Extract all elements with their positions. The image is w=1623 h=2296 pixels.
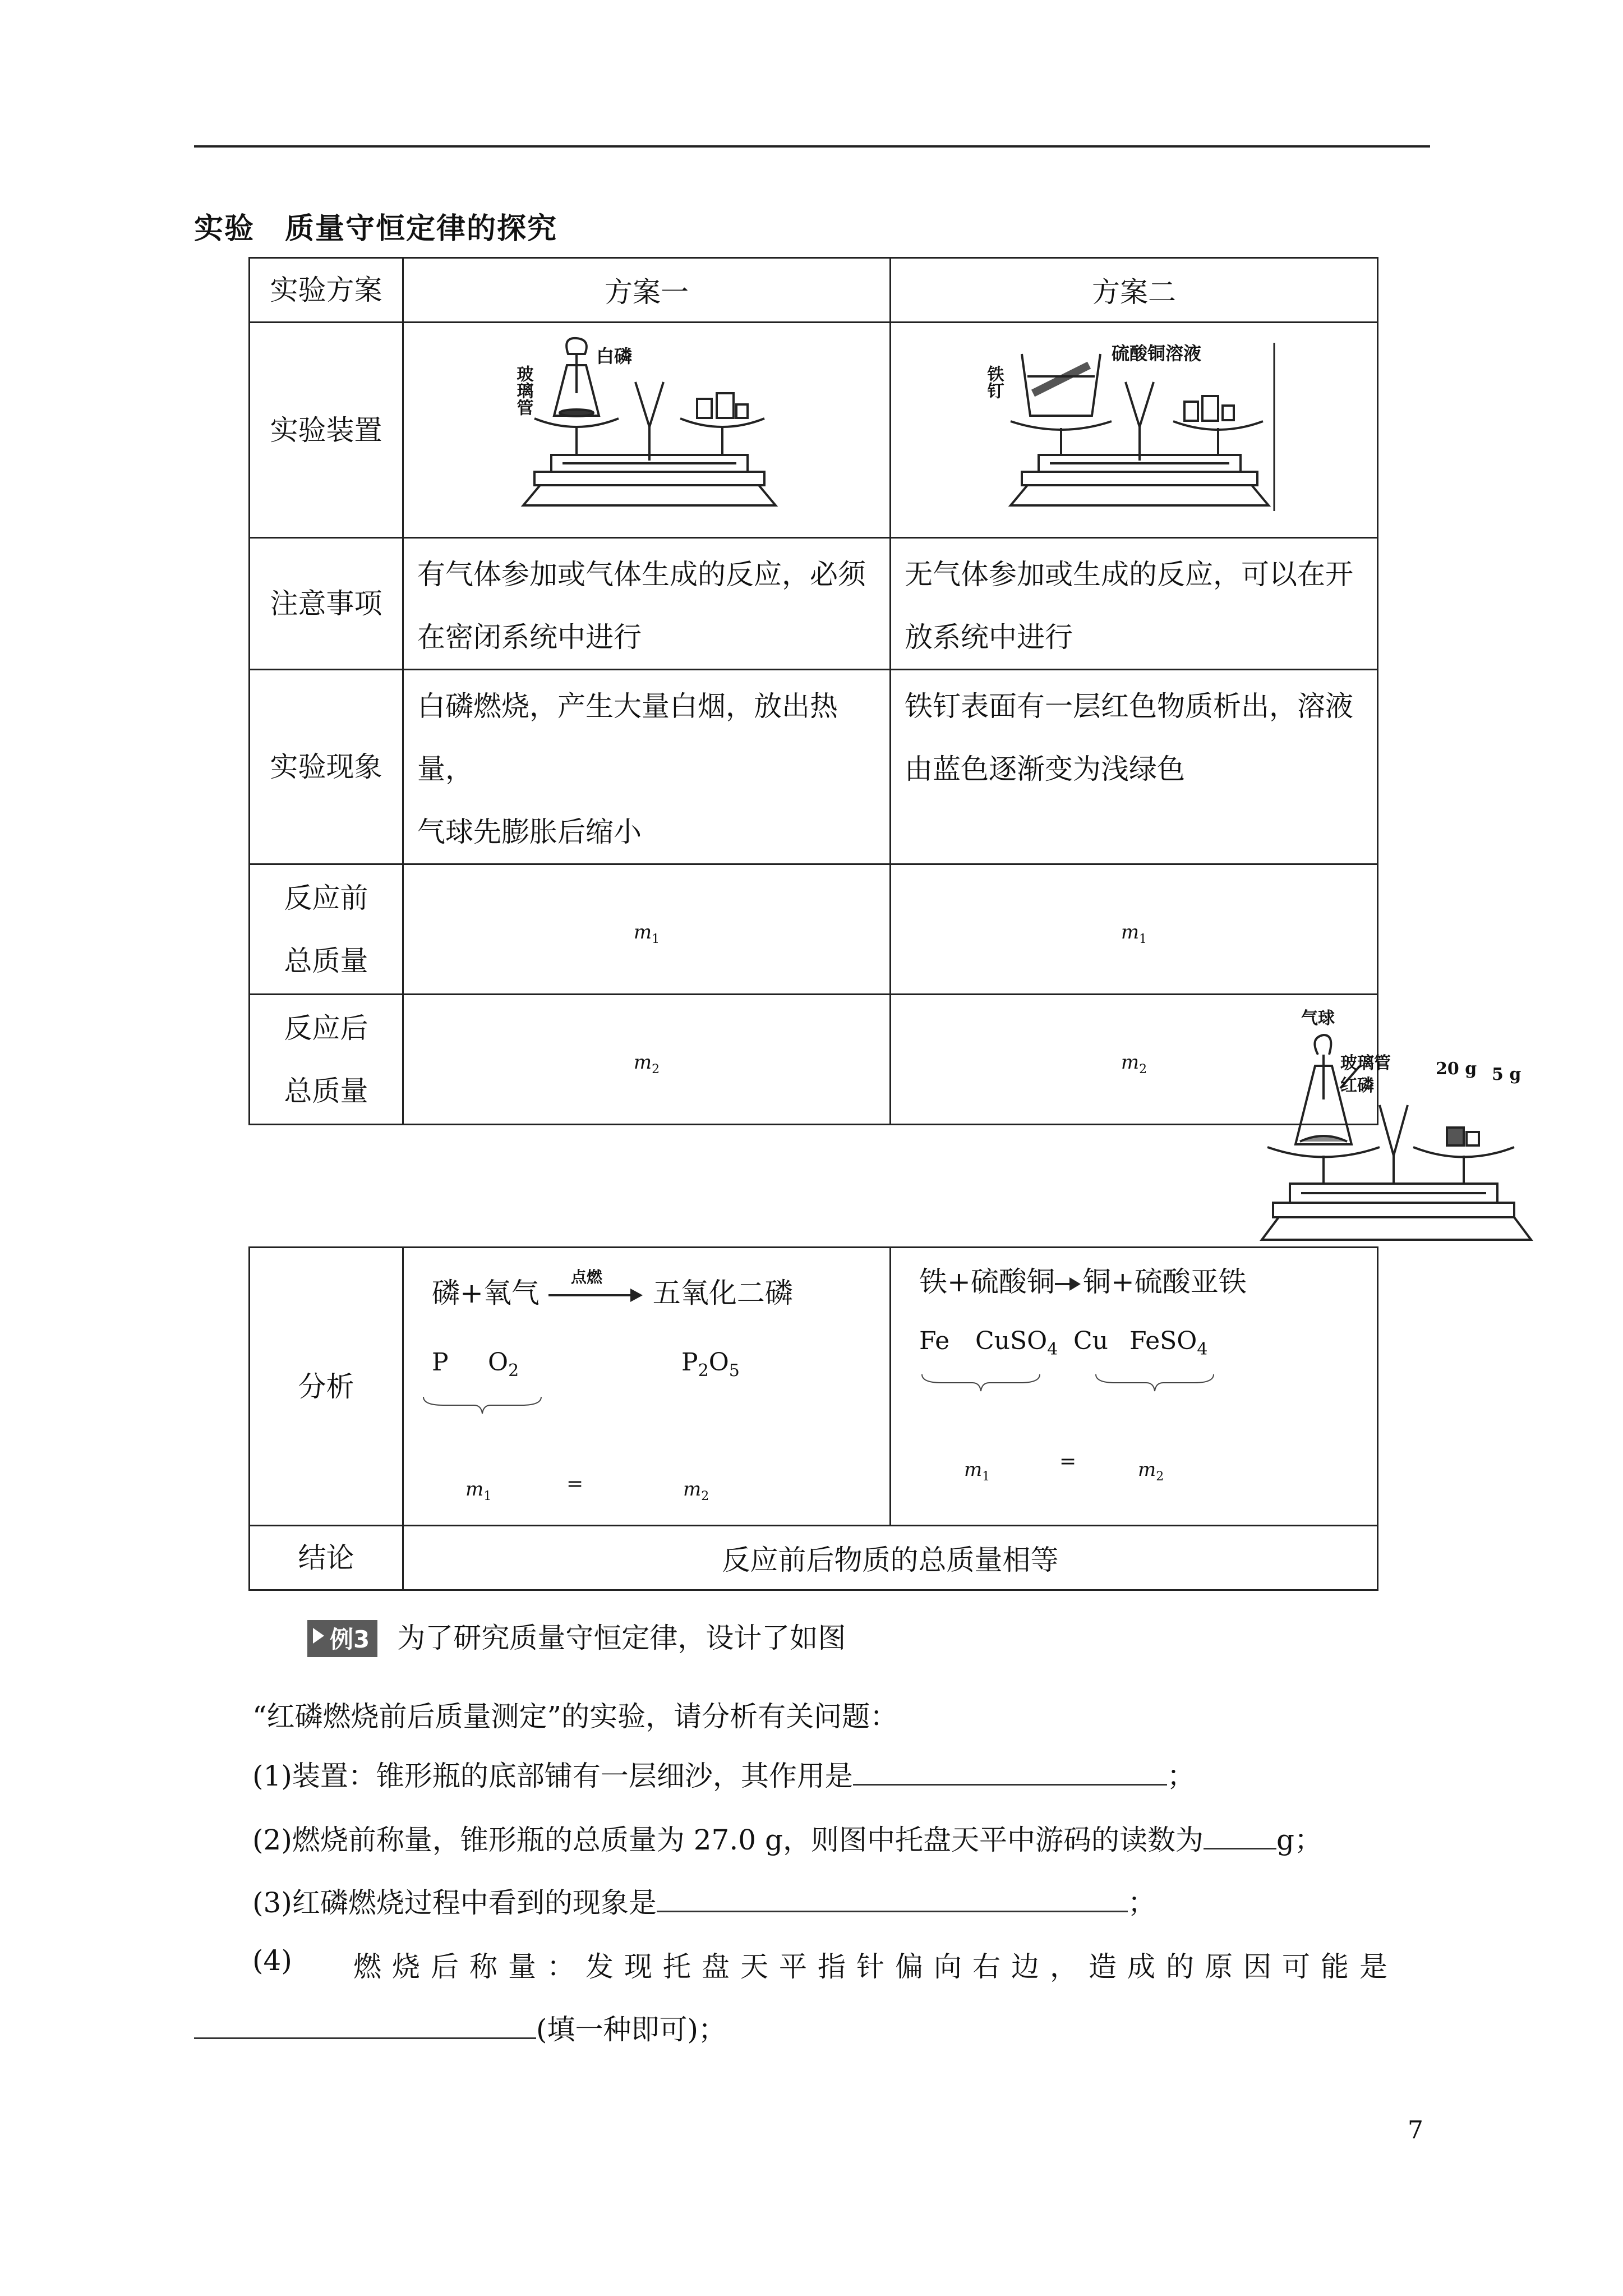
question-4-continued <box>194 2007 726 2047</box>
header-rule <box>194 145 1430 148</box>
question-2 <box>252 1818 1322 1858</box>
question-3-text: (3)红磷燃烧过程中看到的现象是 <box>252 1887 657 1919</box>
m-subscript: 2 <box>1156 1469 1164 1484</box>
formula-text: P <box>681 1348 698 1377</box>
before-label-line1: 反应前 <box>284 881 368 914</box>
product: 五氧化二磷 <box>652 1277 793 1309</box>
notes-plan1-line1: 有气体参加或气体生成的反应，必须 <box>417 558 866 591</box>
m-subscript: 2 <box>652 1062 660 1076</box>
mass-m2 <box>1138 1458 1164 1484</box>
label-weight-20g: 20 g <box>1436 1059 1477 1079</box>
table-row <box>250 1526 1378 1590</box>
reaction-condition: 点燃 <box>570 1268 602 1286</box>
question-4-text: 燃烧后称量：发现托盘天平指针偏向右边，造成的原因可能是 <box>353 1950 1398 1983</box>
apparatus-plan2-cell <box>891 323 1378 538</box>
conclusion-text: 反应前后物质的总质量相等 <box>403 1526 1378 1590</box>
formula-text: FeSO <box>1129 1327 1197 1355</box>
apparatus-plan1-cell <box>403 323 891 538</box>
table-row <box>250 864 1378 995</box>
table-row <box>250 670 1378 864</box>
subscript: 4 <box>1047 1339 1058 1359</box>
m-subscript: 2 <box>1139 1062 1147 1076</box>
arrow-icon <box>1055 1276 1083 1292</box>
section-heading: 实验 质量守恒定律的探究 <box>194 211 558 246</box>
formula-p <box>432 1348 449 1377</box>
question-3 <box>252 1880 1156 1921</box>
m-symbol: m <box>633 1051 652 1074</box>
label-iron-nail: 铁钉 <box>984 365 1004 399</box>
answer-blank-4[interactable] <box>194 2013 536 2039</box>
equals-sign: = <box>1059 1450 1077 1473</box>
label-balloon: 气球 <box>1301 1009 1335 1028</box>
formula-fe: Fe <box>919 1327 950 1355</box>
formula-o2-text: O <box>488 1348 509 1377</box>
question-1-text: (1)装置：锥形瓶的底部铺有一层细沙，其作用是 <box>252 1760 853 1792</box>
m-symbol: m <box>1121 921 1140 944</box>
label-white-phosphorus: 白磷 <box>596 345 633 367</box>
question-2-end: g； <box>1276 1824 1322 1856</box>
page-number: 7 <box>1408 2116 1423 2145</box>
formula-text: O <box>708 1348 729 1377</box>
example-intro-line <box>307 1616 846 1657</box>
subscript: 5 <box>728 1360 740 1381</box>
formula-p-text: P <box>432 1348 449 1377</box>
m-symbol: m <box>1121 1051 1140 1074</box>
example-tag-label: 例3 <box>330 1626 370 1653</box>
reactants: 铁+硫酸铜 <box>919 1266 1055 1298</box>
before-mass-plan2 <box>891 864 1378 995</box>
question-1-end: ； <box>1166 1760 1195 1792</box>
phenomena-plan2 <box>891 670 1378 864</box>
label-weight-5g: 5 g <box>1492 1065 1521 1084</box>
m-subscript: 1 <box>1139 932 1147 946</box>
answer-blank-3[interactable] <box>657 1886 1128 1912</box>
phenomena-plan2-line1: 铁钉表面有一层红色物质析出，溶液 <box>905 690 1353 723</box>
after-mass-plan1 <box>403 995 891 1125</box>
label-copper-sulfate: 硫酸铜溶液 <box>1112 342 1202 364</box>
phenomena-plan1 <box>403 670 891 864</box>
header-plan1: 方案一 <box>403 258 891 323</box>
analysis-plan1 <box>403 1248 891 1526</box>
mass-m1 <box>964 1458 990 1484</box>
header-plan2: 方案二 <box>891 258 1378 323</box>
example-intro1: 为了研究质量守恒定律，设计了如图 <box>397 1622 846 1654</box>
formula-cuso4 <box>975 1327 1058 1359</box>
brace-icon <box>421 1394 544 1416</box>
table-row <box>250 538 1378 670</box>
table-row <box>250 1248 1378 1526</box>
after-mass-label <box>250 995 403 1125</box>
before-label-line2: 总质量 <box>284 944 368 977</box>
m-symbol: m <box>465 1478 484 1501</box>
experiment-table <box>248 257 1378 1125</box>
balance-iron-nail-figure <box>983 332 1285 522</box>
question-3-end: ； <box>1127 1887 1156 1919</box>
question-1 <box>252 1754 1195 1794</box>
notes-label: 注意事项 <box>250 538 403 670</box>
formula-feso4 <box>1129 1327 1207 1359</box>
question-2-text: (2)燃烧前称量，锥形瓶的总质量为 27.0 g，则图中托盘天平中游码的读数为 <box>252 1824 1204 1856</box>
brace-icon <box>1093 1372 1216 1394</box>
subscript: 2 <box>508 1360 519 1381</box>
mass-m2 <box>683 1478 709 1503</box>
reactants: 磷+氧气 <box>432 1277 540 1309</box>
conclusion-label: 结论 <box>250 1526 403 1590</box>
subscript: 2 <box>698 1360 709 1381</box>
question-4-end: (填一种即可)； <box>536 2013 727 2046</box>
balance-red-phosphorus-figure <box>1256 1004 1537 1257</box>
phenomena-plan1-line2: 气球先膨胀后缩小 <box>417 816 642 848</box>
triangle-icon <box>313 1628 324 1644</box>
notes-plan2-line1: 无气体参加或生成的反应，可以在开 <box>905 558 1353 591</box>
m-subscript: 2 <box>701 1489 709 1503</box>
analysis-plan2 <box>891 1248 1378 1526</box>
label-glass-tube: 玻璃管 <box>1340 1053 1391 1073</box>
notes-plan1-line2: 在密闭系统中进行 <box>417 621 642 654</box>
notes-plan1 <box>403 538 891 670</box>
before-mass-label <box>250 864 403 995</box>
example-intro2: “红磷燃烧前后质量测定”的实验，请分析有关问题： <box>252 1700 898 1733</box>
label-red-phosphorus: 红磷 <box>1340 1076 1374 1096</box>
answer-blank-2[interactable] <box>1204 1823 1276 1849</box>
m-symbol: m <box>683 1478 702 1501</box>
before-mass-plan1 <box>403 864 891 995</box>
question-4-number: (4) <box>252 1944 292 1977</box>
table-row <box>250 323 1378 538</box>
phenomena-plan2-line2: 由蓝色逐渐变为浅绿色 <box>905 753 1185 785</box>
mass-m1 <box>465 1478 491 1503</box>
header-label: 实验方案 <box>250 258 403 323</box>
word-equation-plan1 <box>432 1268 793 1311</box>
equals-sign: = <box>566 1473 584 1496</box>
brace-icon <box>919 1372 1043 1394</box>
m-subscript: 1 <box>483 1489 492 1503</box>
phenomena-plan1-line1: 白磷燃烧，产生大量白烟，放出热量， <box>417 690 838 785</box>
after-label-line2: 总质量 <box>284 1074 368 1107</box>
m-subscript: 1 <box>652 932 660 946</box>
formula-text: CuSO <box>975 1327 1048 1355</box>
m-subscript: 1 <box>982 1469 990 1484</box>
table-row <box>250 258 1378 323</box>
formula-p2o5 <box>681 1348 740 1381</box>
products: 铜+硫酸亚铁 <box>1082 1266 1247 1298</box>
reaction-arrow <box>548 1268 644 1306</box>
answer-blank-1[interactable] <box>853 1759 1167 1786</box>
word-equation-plan2 <box>919 1259 1247 1300</box>
formula-o2 <box>488 1348 519 1381</box>
after-label-line1: 反应后 <box>284 1011 368 1045</box>
notes-plan2 <box>891 538 1378 670</box>
m-symbol: m <box>1138 1458 1156 1481</box>
notes-plan2-line2: 放系统中进行 <box>905 621 1073 654</box>
analysis-table <box>248 1246 1378 1591</box>
analysis-label: 分析 <box>250 1248 403 1526</box>
subscript: 4 <box>1197 1339 1208 1359</box>
apparatus-label: 实验装置 <box>250 323 403 538</box>
m-symbol: m <box>633 921 652 944</box>
phenomena-label: 实验现象 <box>250 670 403 864</box>
formula-cu: Cu <box>1073 1327 1109 1355</box>
label-glass-tube: 玻璃管 <box>513 365 533 416</box>
example-tag <box>307 1620 377 1657</box>
m-symbol: m <box>964 1458 983 1481</box>
balance-white-phosphorus-figure <box>501 332 792 522</box>
table-row <box>250 995 1378 1125</box>
